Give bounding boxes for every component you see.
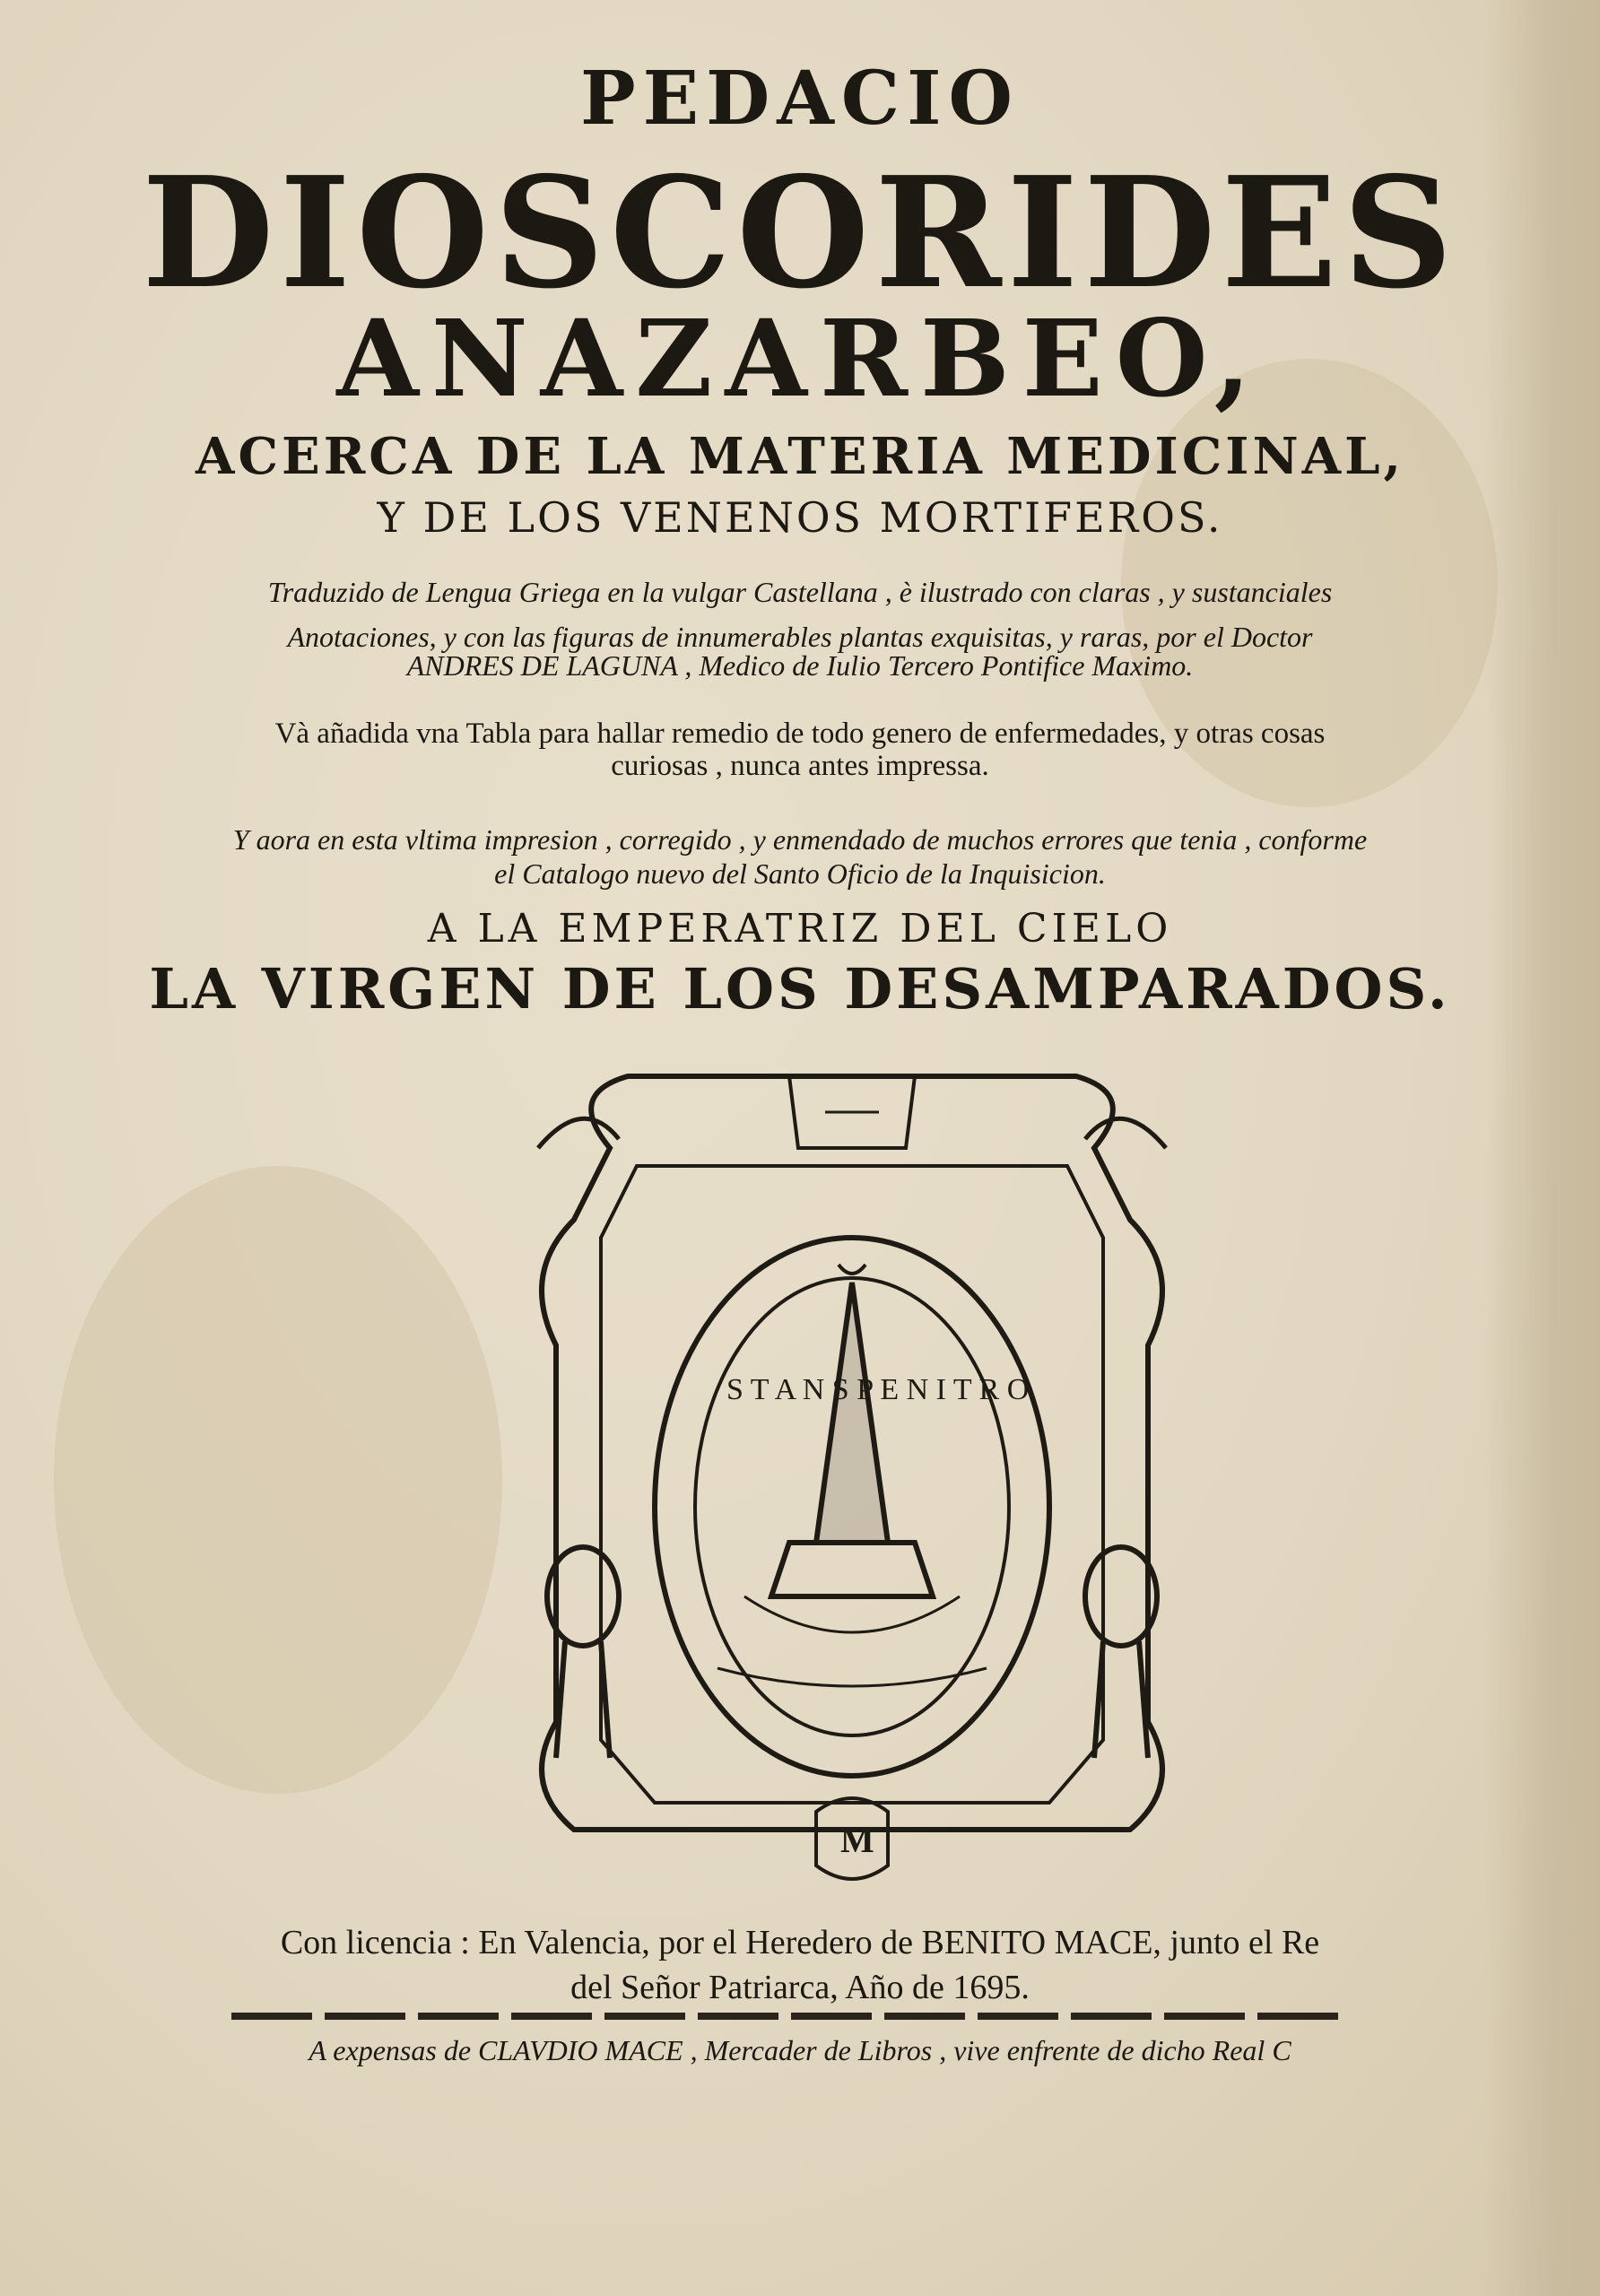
- title-line-dioscorides: DIOSCORIDES: [142, 144, 1458, 323]
- subtitle-materia-medicinal: ACERCA DE LA MATERIA MEDICINAL,: [196, 427, 1404, 486]
- translation-line-1: Traduzido de Lengua Griega en la vulgar Castellana , è ilustrado con claras , y sustanciales: [267, 576, 1333, 608]
- translation-line-3: ANDRES DE LAGUNA , Medico de Iulio Tercero Pontifice Maximo.: [406, 649, 1194, 682]
- dedication-line-1: A LA EMPERATRIZ DEL CIELO: [427, 906, 1173, 952]
- title-line-anazarbeo: ANAZARBEO,: [336, 296, 1264, 421]
- edition-line-2: el Catalogo nuevo del Santo Oficio de la Inquisicion.: [494, 857, 1106, 890]
- edition-line-1: Y aora en esta vltima impresion , corregido , y enmendado de muchos errores que tenia , conforme: [232, 823, 1368, 856]
- subtitle-venenos: Y DE LOS VENENOS MORTIFEROS.: [377, 493, 1223, 542]
- device-monogram: M: [840, 1820, 874, 1860]
- dedication-line-2: LA VIRGEN DE LOS DESAMPARADOS.: [149, 956, 1451, 1022]
- decorative-rule: [231, 2013, 1343, 2020]
- addition-line-2: curiosas , nunca antes impressa.: [611, 750, 989, 782]
- title-line-pedacio: PEDACIO: [580, 56, 1020, 142]
- printers-device-woodcut: [502, 1040, 1202, 1901]
- imprint-line-2: del Señor Patriarca, Año de 1695.: [570, 1969, 1030, 2006]
- addition-line-1: Và añadida vna Tabla para hallar remedio de todo genero de enfermedades, y otras cosas: [274, 718, 1326, 750]
- imprint-line-1: Con licencia : En Valencia, por el Heredero de BENITO MACE, junto el Re: [280, 1924, 1320, 1961]
- translation-line-2: Anotaciones, y con las figuras de innumerables plantas exquisitas, y raras, por el Doctor: [287, 621, 1313, 653]
- imprint-line-3: A expensas de CLAVDIO MACE , Mercader de Libros , vive enfrente de dicho Real C: [309, 2034, 1291, 2066]
- device-motto: S T A N S P E N I T R O: [726, 1373, 1030, 1406]
- paper-stain: [54, 1166, 502, 1794]
